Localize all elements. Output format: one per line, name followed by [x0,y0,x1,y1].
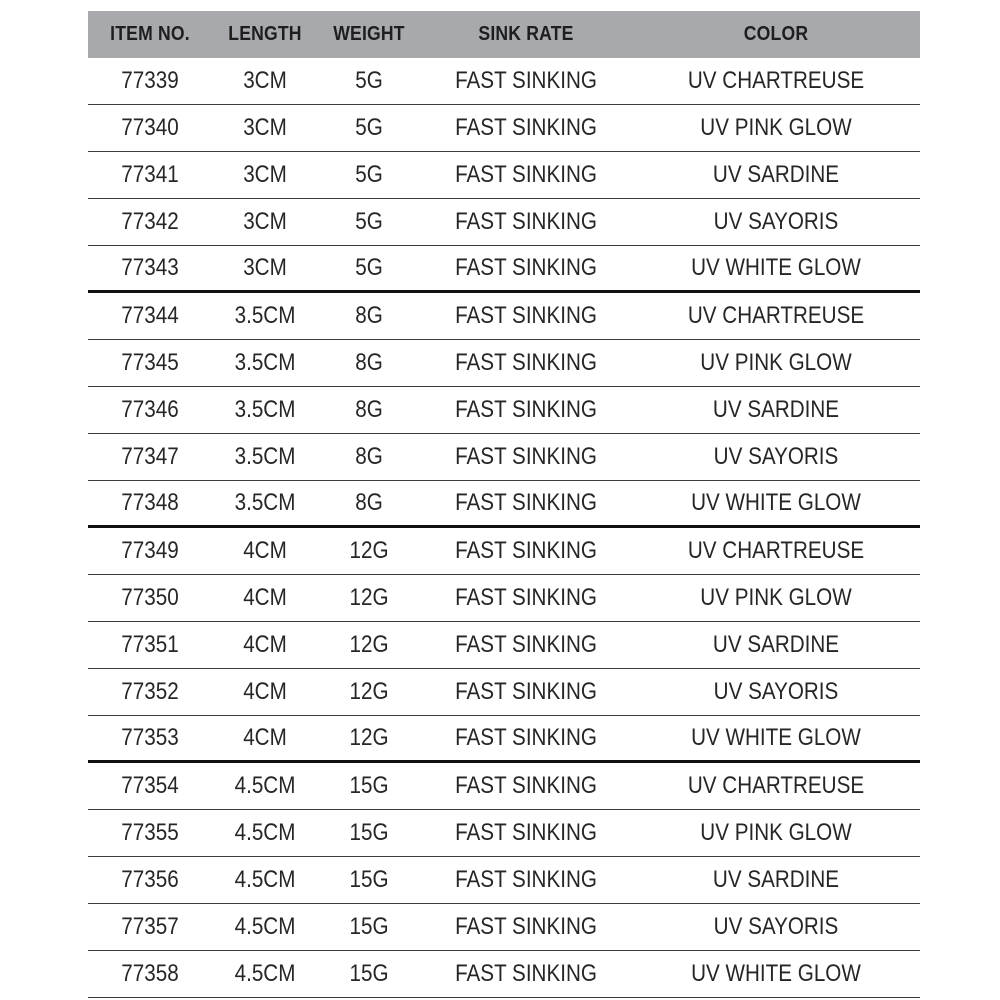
cell-item-no: 77344 [121,302,179,329]
cell-color: UV WHITE GLOW [691,960,861,987]
cell-color: UV SARDINE [712,161,840,188]
cell-weight: 15G [349,772,389,799]
table-row [88,152,920,199]
cell-weight: 12G [349,631,389,658]
cell-item-no: 77347 [121,443,179,470]
cell-color: UV CHARTREUSE [687,537,865,564]
table-row [88,528,920,575]
header-color: COLOR [743,23,809,45]
cell-item-no: 77343 [121,254,179,281]
cell-item-no: 77357 [121,913,179,940]
cell-sink-rate: FAST SINKING [455,114,597,141]
cell-weight: 5G [355,161,383,188]
cell-weight: 5G [355,254,383,281]
cell-weight: 8G [355,489,383,516]
cell-color: UV WHITE GLOW [691,489,861,516]
header-length: LENGTH [228,23,302,45]
cell-sink-rate: FAST SINKING [455,208,597,235]
cell-item-no: 77355 [121,819,179,846]
cell-length: 4CM [243,584,287,611]
table-body [88,58,920,998]
cell-item-no: 77354 [121,772,179,799]
cell-length: 3.5CM [234,489,296,516]
cell-length: 4.5CM [234,960,296,987]
cell-color: UV SAYORIS [713,208,839,235]
cell-length: 4.5CM [234,913,296,940]
cell-length: 4.5CM [234,819,296,846]
cell-weight: 5G [355,208,383,235]
cell-length: 4CM [243,537,287,564]
cell-weight: 12G [349,678,389,705]
cell-item-no: 77351 [121,631,179,658]
table-row [88,810,920,857]
table-row [88,387,920,434]
cell-color: UV CHARTREUSE [687,772,865,799]
cell-sink-rate: FAST SINKING [455,772,597,799]
cell-sink-rate: FAST SINKING [455,678,597,705]
cell-sink-rate: FAST SINKING [455,537,597,564]
cell-item-no: 77352 [121,678,179,705]
cell-length: 3.5CM [234,349,296,376]
cell-weight: 12G [349,537,389,564]
cell-color: UV SAYORIS [713,913,839,940]
cell-sink-rate: FAST SINKING [455,866,597,893]
cell-weight: 15G [349,913,389,940]
header-weight: WEIGHT [333,23,405,45]
table-row [88,857,920,904]
cell-sink-rate: FAST SINKING [455,67,597,94]
cell-item-no: 77353 [121,724,179,751]
table-row [88,481,920,528]
cell-color: UV PINK GLOW [700,819,852,846]
cell-length: 3.5CM [234,302,296,329]
cell-length: 4CM [243,678,287,705]
cell-sink-rate: FAST SINKING [455,443,597,470]
cell-length: 4CM [243,631,287,658]
cell-length: 4.5CM [234,866,296,893]
table-row [88,951,920,998]
cell-item-no: 77358 [121,960,179,987]
cell-weight: 15G [349,866,389,893]
cell-color: UV SAYORIS [713,443,839,470]
table-row [88,199,920,246]
table-row [88,622,920,669]
cell-weight: 8G [355,302,383,329]
cell-sink-rate: FAST SINKING [455,396,597,423]
cell-weight: 8G [355,349,383,376]
table-header [88,11,920,58]
cell-length: 3CM [243,67,287,94]
cell-sink-rate: FAST SINKING [455,913,597,940]
table-row [88,904,920,951]
cell-item-no: 77345 [121,349,179,376]
cell-color: UV PINK GLOW [700,114,852,141]
cell-item-no: 77341 [121,161,179,188]
cell-color: UV SARDINE [712,631,840,658]
cell-color: UV PINK GLOW [700,584,852,611]
table-row [88,293,920,340]
cell-weight: 12G [349,584,389,611]
cell-item-no: 77356 [121,866,179,893]
cell-color: UV CHARTREUSE [687,67,865,94]
table-row [88,58,920,105]
cell-sink-rate: FAST SINKING [455,489,597,516]
cell-color: UV WHITE GLOW [691,254,861,281]
cell-color: UV WHITE GLOW [691,724,861,751]
cell-length: 4.5CM [234,772,296,799]
cell-sink-rate: FAST SINKING [455,161,597,188]
table-row [88,340,920,387]
cell-item-no: 77339 [121,67,179,94]
cell-length: 3CM [243,161,287,188]
cell-sink-rate: FAST SINKING [455,819,597,846]
spec-table [88,11,920,998]
cell-item-no: 77346 [121,396,179,423]
table-row [88,105,920,152]
cell-weight: 8G [355,443,383,470]
cell-length: 3.5CM [234,443,296,470]
cell-weight: 5G [355,114,383,141]
table-row [88,246,920,293]
cell-sink-rate: FAST SINKING [455,960,597,987]
cell-item-no: 77350 [121,584,179,611]
table-row [88,763,920,810]
cell-color: UV CHARTREUSE [687,302,865,329]
cell-color: UV SARDINE [712,866,840,893]
cell-item-no: 77349 [121,537,179,564]
header-item-no: ITEM NO. [110,23,190,45]
cell-item-no: 77340 [121,114,179,141]
header-sink-rate: SINK RATE [478,23,574,45]
cell-item-no: 77348 [121,489,179,516]
cell-color: UV SARDINE [712,396,840,423]
cell-sink-rate: FAST SINKING [455,349,597,376]
cell-length: 3CM [243,114,287,141]
cell-length: 3.5CM [234,396,296,423]
cell-color: UV SAYORIS [713,678,839,705]
cell-color: UV PINK GLOW [700,349,852,376]
table-row [88,575,920,622]
cell-sink-rate: FAST SINKING [455,302,597,329]
cell-item-no: 77342 [121,208,179,235]
cell-weight: 12G [349,724,389,751]
cell-weight: 5G [355,67,383,94]
table-row [88,669,920,716]
cell-sink-rate: FAST SINKING [455,631,597,658]
cell-length: 3CM [243,254,287,281]
cell-weight: 15G [349,960,389,987]
table-row [88,716,920,763]
cell-sink-rate: FAST SINKING [455,254,597,281]
table-row [88,434,920,481]
cell-sink-rate: FAST SINKING [455,584,597,611]
cell-weight: 8G [355,396,383,423]
cell-weight: 15G [349,819,389,846]
cell-length: 4CM [243,724,287,751]
cell-length: 3CM [243,208,287,235]
cell-sink-rate: FAST SINKING [455,724,597,751]
